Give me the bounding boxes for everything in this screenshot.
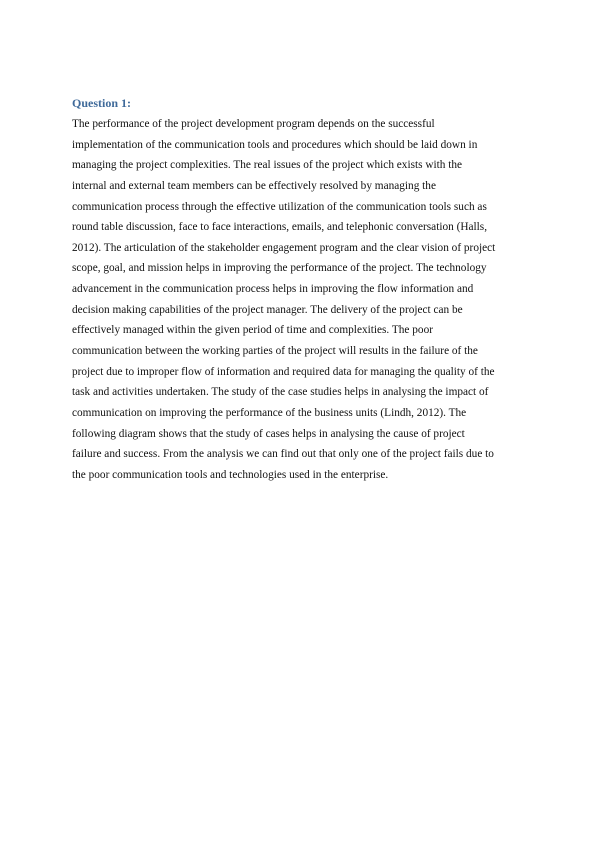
paragraph-line: project due to improper flow of information and required data for managing the quality of the: [72, 365, 495, 378]
paragraph-line: round table discussion, face to face interactions, emails, and telephonic conversation (Halls,: [72, 221, 488, 234]
section-heading: Question 1:: [72, 96, 132, 110]
paragraph-line: communication on improving the performance of the business units (Lindh, 2012). The: [72, 406, 467, 419]
paragraph-line: failure and success. From the analysis we can find out that only one of the project fails due to: [72, 448, 494, 461]
paragraph-line: The performance of the project development program depends on the successful: [72, 118, 435, 130]
paragraph-line: task and activities undertaken. The study of the case studies helps in analysing the impact of: [72, 386, 489, 399]
paragraph-line: the poor communication tools and technologies used in the enterprise.: [72, 468, 389, 481]
paragraph-line: managing the project complexities. The real issues of the project which exists with the: [72, 159, 463, 172]
paragraph-line: scope, goal, and mission helps in improving the performance of the project. The technology: [72, 262, 487, 275]
paragraph-line: advancement in the communication process helps in improving the flow information and: [72, 283, 474, 296]
paragraph-line: communication process through the effective utilization of the communication tools such as: [72, 200, 487, 213]
paragraph-line: decision making capabilities of the project manager. The delivery of the project can be: [72, 303, 463, 316]
paragraph-line: internal and external team members can be effectively resolved by managing the: [72, 179, 436, 192]
paragraph-line: implementation of the communication tools and procedures which should be laid down in: [72, 138, 478, 151]
paragraph-line: following diagram shows that the study of cases helps in analysing the cause of project: [72, 427, 465, 440]
body-paragraph: [72, 114, 532, 486]
paragraph-line: effectively managed within the given period of time and complexities. The poor: [72, 324, 433, 337]
paragraph-line: communication between the working parties of the project will results in the failure of the: [72, 345, 478, 358]
paragraph-line: 2012). The articulation of the stakeholder engagement program and the clear vision of project: [72, 241, 496, 254]
